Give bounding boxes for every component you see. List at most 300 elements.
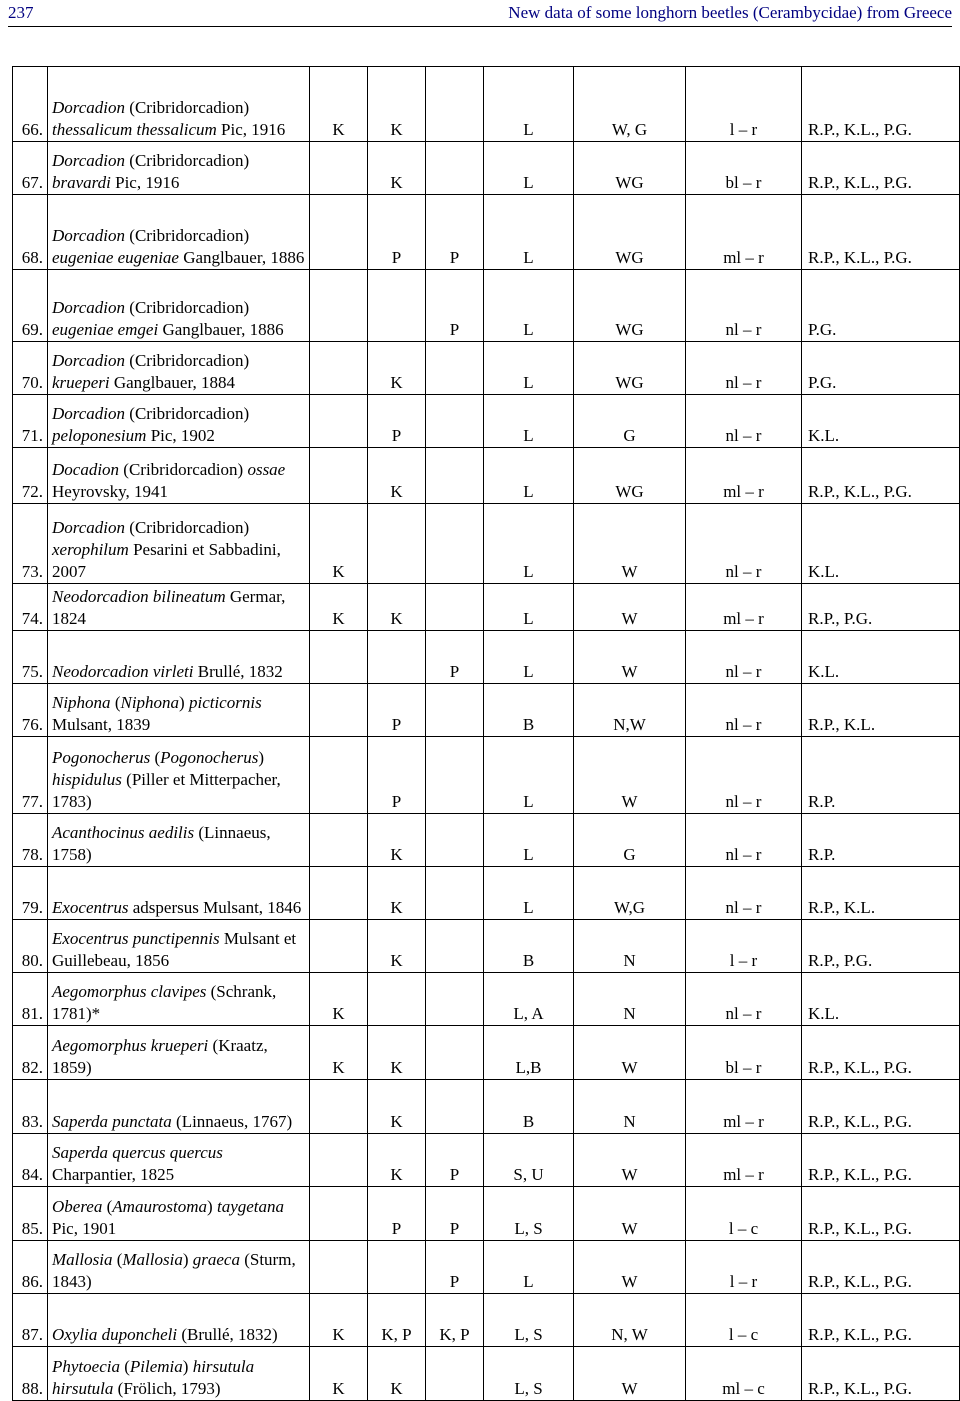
collectors-cell: R.P., K.L., P.G. — [802, 1347, 960, 1401]
range-p: K, P — [426, 1294, 484, 1347]
distribution-cell: W — [574, 584, 686, 631]
distribution-cell: N,W — [574, 684, 686, 737]
taxon-name-italic: Niphona — [52, 693, 115, 712]
taxon-name-italic: Oberea — [52, 1197, 107, 1216]
activity-cell: nl – r — [686, 631, 802, 684]
collectors-cell: R.P., K.L., P.G. — [802, 1187, 960, 1241]
species-name — [48, 1241, 310, 1294]
collectors-cell: R.P. — [802, 814, 960, 867]
taxon-name-text: Mulsant et Guillebeau, 1856 — [52, 929, 297, 970]
range-k1 — [310, 920, 368, 973]
range-p — [426, 584, 484, 631]
range-k1 — [310, 448, 368, 504]
taxon-name-italic: Dorcadion — [52, 518, 130, 537]
table-row — [13, 814, 960, 867]
collectors-cell: R.P., K.L., P.G. — [802, 67, 960, 142]
activity-cell: bl – r — [686, 142, 802, 195]
species-name — [48, 1026, 310, 1080]
table-row — [13, 737, 960, 814]
taxon-name-italic: Saperda punctata — [52, 1112, 177, 1131]
table-row — [13, 270, 960, 342]
taxon-name-text: Pesarini et Sabbadini, 2007 — [52, 540, 281, 581]
table-row — [13, 67, 960, 142]
species-name — [48, 814, 310, 867]
range-k1 — [310, 1080, 368, 1134]
taxon-name-text: Pic, 1916 — [221, 120, 286, 139]
range-p — [426, 867, 484, 920]
range-k2: K — [368, 1080, 426, 1134]
range-k2: K, P — [368, 1294, 426, 1347]
taxon-name-text: ( — [116, 1250, 123, 1269]
species-number: 88. — [13, 1347, 48, 1401]
distribution-cell: W — [574, 1241, 686, 1294]
range-k1 — [310, 631, 368, 684]
species-number: 66. — [13, 67, 48, 142]
range-p: P — [426, 1134, 484, 1187]
range-p — [426, 1026, 484, 1080]
range-k1: K — [310, 1294, 368, 1347]
taxon-name-text: (Kraatz, 1859) — [52, 1036, 268, 1077]
species-number: 70. — [13, 342, 48, 395]
taxon-name-italic: Dorcadion — [52, 298, 130, 317]
range-p: P — [426, 1241, 484, 1294]
activity-cell: l – c — [686, 1187, 802, 1241]
taxon-name-text: (Cribridorcadion) — [129, 226, 250, 245]
activity-cell: ml – c — [686, 1347, 802, 1401]
range-p: P — [426, 270, 484, 342]
table-row — [13, 504, 960, 584]
range-p — [426, 395, 484, 448]
taxon-name-text: (Linnaeus, 1758) — [52, 823, 271, 864]
range-k1 — [310, 1187, 368, 1241]
range-p — [426, 504, 484, 584]
activity-cell: nl – r — [686, 684, 802, 737]
taxon-name-text: ) — [182, 1357, 193, 1376]
taxon-name-italic: thessalicum thessalicum — [52, 120, 222, 139]
habitat-cell: L — [484, 814, 574, 867]
taxon-name-text: Charpantier, 1825 — [52, 1165, 175, 1184]
range-p — [426, 737, 484, 814]
range-p — [426, 1080, 484, 1134]
species-number: 80. — [13, 920, 48, 973]
taxon-name-text: ( — [154, 748, 161, 767]
range-k1: K — [310, 504, 368, 584]
species-name — [48, 67, 310, 142]
taxon-name-italic: Acanthocinus aedilis — [52, 823, 199, 842]
collectors-cell: R.P., K.L., P.G. — [802, 1134, 960, 1187]
taxon-name-text: Germar, 1824 — [52, 587, 286, 628]
taxon-name-text: (Cribridorcadion) — [129, 518, 250, 537]
taxon-name-italic: Aegomorphus clavipes — [52, 982, 211, 1001]
taxon-name-text: Pic, 1902 — [150, 426, 215, 445]
range-k2: K — [368, 142, 426, 195]
taxon-name-text: (Frölich, 1793) — [117, 1379, 221, 1398]
collectors-cell: P.G. — [802, 342, 960, 395]
taxon-name-text: Mulsant, 1839 — [52, 715, 151, 734]
species-name — [48, 584, 310, 631]
range-k1: K — [310, 584, 368, 631]
range-k1 — [310, 270, 368, 342]
activity-cell: nl – r — [686, 973, 802, 1026]
range-k2: K — [368, 67, 426, 142]
species-name — [48, 1187, 310, 1241]
range-p — [426, 448, 484, 504]
taxon-name-text: Brullé, 1832 — [197, 662, 283, 681]
taxon-name-italic: Pogonocherus — [52, 748, 155, 767]
species-name — [48, 920, 310, 973]
taxon-name-text: (Cribridorcadion) — [129, 298, 250, 317]
taxon-name-text: ( — [106, 1197, 113, 1216]
distribution-cell: W,G — [574, 867, 686, 920]
activity-cell: l – r — [686, 920, 802, 973]
taxon-name-text: ) — [179, 693, 189, 712]
table-row — [13, 867, 960, 920]
species-number: 72. — [13, 448, 48, 504]
activity-cell: ml – r — [686, 195, 802, 270]
species-number: 84. — [13, 1134, 48, 1187]
habitat-cell: L — [484, 195, 574, 270]
collectors-cell: K.L. — [802, 973, 960, 1026]
collectors-cell: R.P., K.L. — [802, 867, 960, 920]
taxon-name-italic: Mallosia — [122, 1250, 183, 1269]
activity-cell: l – r — [686, 67, 802, 142]
taxon-name-italic: xerophilum — [52, 540, 134, 559]
table-row — [13, 1347, 960, 1401]
range-p: P — [426, 195, 484, 270]
species-name — [48, 342, 310, 395]
taxon-name-text: (Cribridorcadion) — [129, 98, 250, 117]
species-number: 77. — [13, 737, 48, 814]
species-number: 67. — [13, 142, 48, 195]
range-p — [426, 684, 484, 737]
habitat-cell: B — [484, 920, 574, 973]
collectors-cell: K.L. — [802, 504, 960, 584]
range-k1 — [310, 1134, 368, 1187]
habitat-cell: L, S — [484, 1187, 574, 1241]
taxon-name-italic: Saperda quercus quercus — [52, 1143, 223, 1162]
taxon-name-text: ( — [114, 693, 121, 712]
range-k2 — [368, 973, 426, 1026]
range-k2: P — [368, 737, 426, 814]
taxon-name-italic: Neodorcadion bilineatum — [52, 587, 230, 606]
collectors-cell: R.P., K.L., P.G. — [802, 1294, 960, 1347]
range-k1 — [310, 195, 368, 270]
taxon-name-text: ) — [182, 1250, 193, 1269]
habitat-cell: L — [484, 67, 574, 142]
activity-cell: nl – r — [686, 395, 802, 448]
distribution-cell: N — [574, 920, 686, 973]
table-row — [13, 1080, 960, 1134]
species-name — [48, 867, 310, 920]
species-table — [12, 66, 960, 1401]
activity-cell: nl – r — [686, 342, 802, 395]
distribution-cell: W — [574, 631, 686, 684]
species-name — [48, 631, 310, 684]
habitat-cell: S, U — [484, 1134, 574, 1187]
habitat-cell: L — [484, 737, 574, 814]
table-row — [13, 448, 960, 504]
range-k1 — [310, 1241, 368, 1294]
taxon-name-italic: hispidulus — [52, 770, 127, 789]
table-row — [13, 1026, 960, 1080]
activity-cell: nl – r — [686, 814, 802, 867]
taxon-name-italic: taygetana — [216, 1197, 285, 1216]
taxon-name-italic: Dorcadion — [52, 151, 130, 170]
distribution-cell: W, G — [574, 67, 686, 142]
activity-cell: ml – r — [686, 584, 802, 631]
species-number: 69. — [13, 270, 48, 342]
range-k1 — [310, 684, 368, 737]
collectors-cell: R.P., K.L., P.G. — [802, 1026, 960, 1080]
taxon-name-italic: Pilemia — [129, 1357, 183, 1376]
table-row — [13, 1241, 960, 1294]
taxon-name-italic: bravardi — [52, 173, 116, 192]
range-p — [426, 920, 484, 973]
table-row — [13, 195, 960, 270]
range-k2: K — [368, 867, 426, 920]
taxon-name-italic: Exocentrus punctipennis — [52, 929, 224, 948]
collectors-cell: R.P., K.L., P.G. — [802, 142, 960, 195]
habitat-cell: L — [484, 504, 574, 584]
range-k2: K — [368, 920, 426, 973]
activity-cell: bl – r — [686, 1026, 802, 1080]
taxon-name-italic: krueperi — [52, 373, 114, 392]
collectors-cell: R.P. — [802, 737, 960, 814]
distribution-cell: WG — [574, 448, 686, 504]
distribution-cell: WG — [574, 195, 686, 270]
species-name — [48, 195, 310, 270]
habitat-cell: L — [484, 1241, 574, 1294]
distribution-cell: WG — [574, 270, 686, 342]
taxon-name-italic: Exocentrus — [52, 898, 133, 917]
distribution-cell: G — [574, 395, 686, 448]
distribution-cell: N — [574, 1080, 686, 1134]
collectors-cell: R.P., P.G. — [802, 920, 960, 973]
table-row — [13, 1134, 960, 1187]
collectors-cell: R.P., K.L., P.G. — [802, 1080, 960, 1134]
taxon-name-italic: ossae — [247, 460, 286, 479]
activity-cell: nl – r — [686, 504, 802, 584]
habitat-cell: L — [484, 867, 574, 920]
taxon-name-text: Heyrovsky, 1941 — [52, 482, 168, 501]
distribution-cell: G — [574, 814, 686, 867]
page-number: 237 — [8, 3, 34, 22]
range-k1 — [310, 342, 368, 395]
range-p: P — [426, 1187, 484, 1241]
species-name — [48, 504, 310, 584]
table-row — [13, 684, 960, 737]
range-k1 — [310, 142, 368, 195]
table-row — [13, 920, 960, 973]
collectors-cell: P.G. — [802, 270, 960, 342]
range-k1 — [310, 737, 368, 814]
range-k2: K — [368, 1347, 426, 1401]
range-p — [426, 67, 484, 142]
species-name — [48, 1080, 310, 1134]
taxon-name-italic: eugeniae emgei — [52, 320, 163, 339]
taxon-name-italic: Mallosia — [52, 1250, 117, 1269]
taxon-name-text: (Cribridorcadion) — [129, 151, 250, 170]
taxon-name-italic: Niphona — [120, 693, 180, 712]
table-row — [13, 342, 960, 395]
range-p — [426, 1347, 484, 1401]
taxon-name-text: adspersus Mulsant, 1846 — [132, 898, 302, 917]
habitat-cell: L, S — [484, 1347, 574, 1401]
taxon-name-text: (Sturm, 1843) — [52, 1250, 296, 1291]
habitat-cell: L,B — [484, 1026, 574, 1080]
range-k1 — [310, 395, 368, 448]
species-name — [48, 448, 310, 504]
taxon-name-italic: Pogonocherus — [160, 748, 259, 767]
activity-cell: ml – r — [686, 1134, 802, 1187]
habitat-cell: L — [484, 342, 574, 395]
species-number: 78. — [13, 814, 48, 867]
species-number: 74. — [13, 584, 48, 631]
activity-cell: ml – r — [686, 448, 802, 504]
habitat-cell: L — [484, 395, 574, 448]
range-p — [426, 814, 484, 867]
species-name — [48, 1347, 310, 1401]
range-k1 — [310, 867, 368, 920]
range-p: P — [426, 631, 484, 684]
taxon-name-italic: Docadion — [52, 460, 124, 479]
taxon-name-italic: Neodorcadion virleti — [52, 662, 198, 681]
table-row — [13, 584, 960, 631]
distribution-cell: W — [574, 1347, 686, 1401]
taxon-name-italic: Oxylia duponcheli — [52, 1325, 182, 1344]
taxon-name-text: Ganglbauer, 1886 — [162, 320, 284, 339]
taxon-name-italic: Dorcadion — [52, 98, 130, 117]
species-number: 81. — [13, 973, 48, 1026]
collectors-cell: R.P., K.L., P.G. — [802, 195, 960, 270]
range-k2: K — [368, 1026, 426, 1080]
species-number: 83. — [13, 1080, 48, 1134]
collectors-cell: K.L. — [802, 395, 960, 448]
range-k2: K — [368, 814, 426, 867]
taxon-name-text: (Schrank, 1781)* — [52, 982, 277, 1023]
taxon-name-italic: eugeniae eugeniae — [52, 248, 184, 267]
distribution-cell: W — [574, 1187, 686, 1241]
range-k2: K — [368, 1134, 426, 1187]
species-name — [48, 684, 310, 737]
distribution-cell: W — [574, 737, 686, 814]
collectors-cell: R.P., K.L. — [802, 684, 960, 737]
table-row — [13, 1294, 960, 1347]
taxon-name-text: (Linnaeus, 1767) — [176, 1112, 293, 1131]
species-name — [48, 973, 310, 1026]
taxon-name-text: ) — [258, 748, 265, 767]
taxon-name-italic: Dorcadion — [52, 351, 130, 370]
taxon-name-italic: graeca — [192, 1250, 245, 1269]
habitat-cell: L — [484, 270, 574, 342]
taxon-name-italic: Dorcadion — [52, 226, 130, 245]
range-p — [426, 142, 484, 195]
collectors-cell: K.L. — [802, 631, 960, 684]
range-p — [426, 973, 484, 1026]
table-row — [13, 973, 960, 1026]
collectors-cell: R.P., K.L., P.G. — [802, 1241, 960, 1294]
range-k1: K — [310, 1347, 368, 1401]
distribution-cell: W — [574, 1026, 686, 1080]
taxon-name-italic: hirsutula hirsutula — [52, 1357, 255, 1398]
species-name — [48, 737, 310, 814]
taxon-name-text: Ganglbauer, 1886 — [183, 248, 305, 267]
taxon-name-italic: picticornis — [188, 693, 262, 712]
species-number: 86. — [13, 1241, 48, 1294]
species-name — [48, 1134, 310, 1187]
activity-cell: l – c — [686, 1294, 802, 1347]
species-name — [48, 270, 310, 342]
habitat-cell: B — [484, 1080, 574, 1134]
taxon-name-italic: peloponesium — [52, 426, 151, 445]
running-title: New data of some longhorn beetles (Cerambycidae) from Greece — [508, 3, 952, 22]
species-number: 87. — [13, 1294, 48, 1347]
distribution-cell: N, W — [574, 1294, 686, 1347]
taxon-name-italic: Aegomorphus krueperi — [52, 1036, 213, 1055]
distribution-cell: WG — [574, 342, 686, 395]
range-k1: K — [310, 67, 368, 142]
distribution-cell: N — [574, 973, 686, 1026]
habitat-cell: L — [484, 448, 574, 504]
table-row — [13, 395, 960, 448]
activity-cell: nl – r — [686, 270, 802, 342]
habitat-cell: L — [484, 584, 574, 631]
taxon-name-text: (Cribridorcadion) — [129, 404, 250, 423]
taxon-name-italic: Dorcadion — [52, 404, 130, 423]
range-k2: P — [368, 395, 426, 448]
range-k2: K — [368, 584, 426, 631]
species-number: 79. — [13, 867, 48, 920]
taxon-name-text: (Cribridorcadion) — [129, 351, 250, 370]
range-k2 — [368, 1241, 426, 1294]
collectors-cell: R.P., P.G. — [802, 584, 960, 631]
species-number: 73. — [13, 504, 48, 584]
taxon-name-text: (Cribridorcadion) — [123, 460, 248, 479]
table-row — [13, 631, 960, 684]
activity-cell: ml – r — [686, 1080, 802, 1134]
distribution-cell: WG — [574, 142, 686, 195]
range-k2 — [368, 504, 426, 584]
taxon-name-text: (Piller et Mitterpacher, 1783) — [52, 770, 281, 811]
collectors-cell: R.P., K.L., P.G. — [802, 448, 960, 504]
taxon-name-text: ( — [124, 1357, 130, 1376]
table-row — [13, 142, 960, 195]
taxon-name-italic: Amaurostoma — [112, 1197, 208, 1216]
range-k1: K — [310, 973, 368, 1026]
species-number: 76. — [13, 684, 48, 737]
species-name — [48, 1294, 310, 1347]
taxon-name-text: Ganglbauer, 1884 — [113, 373, 235, 392]
species-number: 85. — [13, 1187, 48, 1241]
habitat-cell: L, A — [484, 973, 574, 1026]
species-number: 68. — [13, 195, 48, 270]
habitat-cell: L — [484, 142, 574, 195]
range-k1 — [310, 814, 368, 867]
table-row — [13, 1187, 960, 1241]
distribution-cell: W — [574, 504, 686, 584]
page-header — [8, 0, 952, 27]
distribution-cell: W — [574, 1134, 686, 1187]
taxon-name-text: Pic, 1901 — [52, 1219, 117, 1238]
taxon-name-text: (Brullé, 1832) — [181, 1325, 278, 1344]
range-k1: K — [310, 1026, 368, 1080]
range-k2: P — [368, 195, 426, 270]
activity-cell: nl – r — [686, 867, 802, 920]
species-number: 82. — [13, 1026, 48, 1080]
range-k2 — [368, 631, 426, 684]
range-k2: P — [368, 1187, 426, 1241]
range-k2: K — [368, 448, 426, 504]
